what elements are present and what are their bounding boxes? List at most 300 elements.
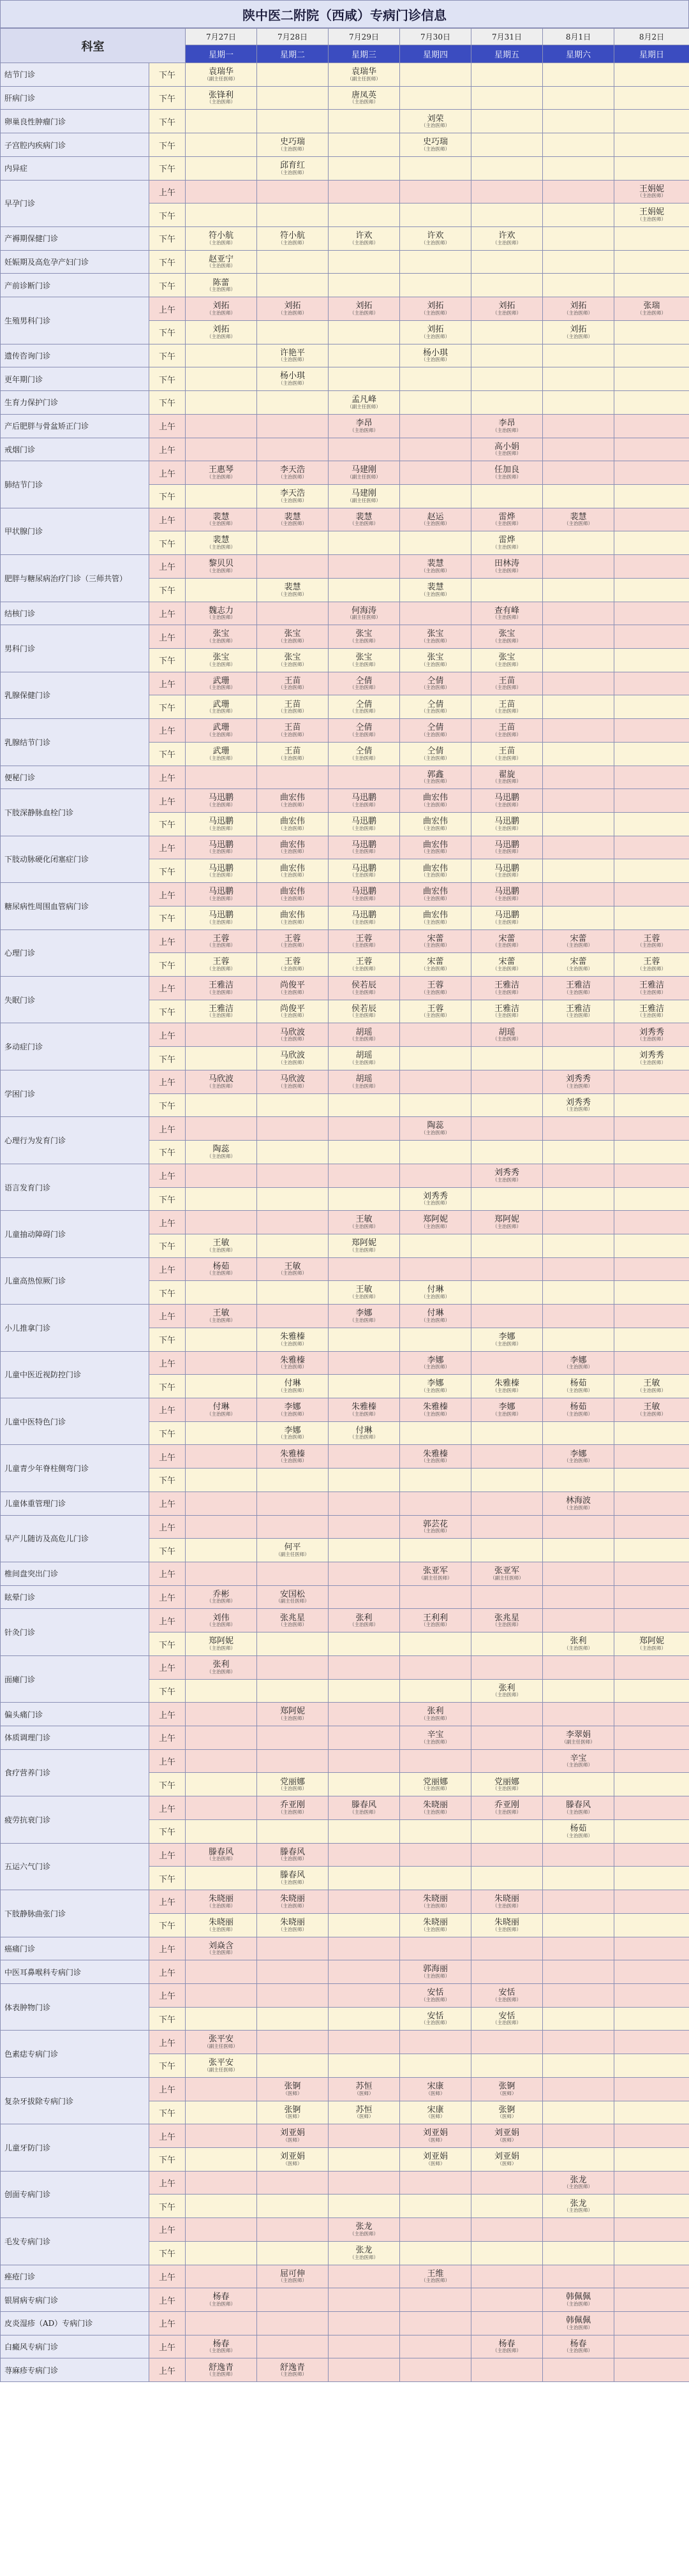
doctor-title: （主治医师） bbox=[493, 661, 521, 667]
doctor-name: 安恬 bbox=[427, 2011, 444, 2021]
schedule-cell bbox=[471, 1585, 543, 1609]
session-label: 下午 bbox=[149, 1047, 186, 1070]
doctor-title: （主治医师） bbox=[278, 1786, 307, 1792]
doctor-name: 马迅鹏 bbox=[351, 840, 376, 850]
schedule-cell bbox=[186, 766, 257, 789]
doctor-title: （主治医师） bbox=[278, 1715, 307, 1722]
schedule-cell bbox=[543, 929, 614, 953]
schedule-cell bbox=[186, 156, 257, 180]
doctor-name: 张宝 bbox=[498, 629, 515, 639]
schedule-cell bbox=[257, 1328, 329, 1351]
doctor-name: 袁瑞华 bbox=[351, 67, 376, 77]
schedule-cell bbox=[614, 1726, 689, 1750]
doctor-title: （主治医师） bbox=[278, 1364, 307, 1370]
schedule-cell bbox=[186, 110, 257, 133]
schedule-cell bbox=[329, 672, 400, 695]
schedule-cell bbox=[614, 2124, 689, 2148]
department-name: 心理行为发育门诊 bbox=[1, 1117, 149, 1164]
schedule-cell bbox=[471, 648, 543, 672]
schedule-cell bbox=[186, 1585, 257, 1609]
schedule-cell bbox=[257, 1445, 329, 1469]
schedule-cell bbox=[614, 2265, 689, 2288]
doctor-name: 付琳 bbox=[212, 1402, 230, 1412]
schedule-cell bbox=[471, 320, 543, 344]
session-label: 上午 bbox=[149, 2171, 186, 2195]
doctor-name: 魏志力 bbox=[208, 605, 233, 616]
schedule-cell bbox=[471, 1351, 543, 1375]
session-label: 上午 bbox=[149, 1164, 186, 1187]
doctor-title: （主治医师） bbox=[207, 989, 235, 995]
doctor-title: （主治医师） bbox=[637, 1645, 666, 1651]
doctor-name: 朱晓丽 bbox=[279, 1894, 305, 1904]
doctor-name: 史巧瑞 bbox=[422, 137, 448, 147]
doctor-name: 张利 bbox=[427, 1706, 444, 1717]
schedule-cell bbox=[471, 1937, 543, 1960]
doctor-name: 宋蕾 bbox=[570, 957, 587, 967]
schedule-cell bbox=[329, 2195, 400, 2218]
session-label: 上午 bbox=[149, 461, 186, 485]
schedule-cell bbox=[614, 1539, 689, 1562]
schedule-cell bbox=[614, 1632, 689, 1656]
doctor-name: 马迅鹏 bbox=[494, 910, 519, 920]
doctor-name: 杨春 bbox=[212, 2339, 230, 2349]
schedule-cell bbox=[471, 2007, 543, 2031]
doctor-title: （副主任医师） bbox=[204, 2043, 238, 2050]
department-name: 甲状腺门诊 bbox=[1, 508, 149, 554]
department-name: 儿童抽动障碍门诊 bbox=[1, 1211, 149, 1257]
doctor-title: （主治医师） bbox=[421, 708, 450, 714]
doctor-title: （副主任医师） bbox=[276, 1551, 309, 1558]
doctor-title: （主治医师） bbox=[350, 239, 378, 246]
schedule-cell bbox=[257, 391, 329, 415]
schedule-cell bbox=[471, 1117, 543, 1141]
schedule-cell bbox=[329, 2288, 400, 2312]
schedule-cell bbox=[329, 1726, 400, 1750]
session-label: 下午 bbox=[149, 227, 186, 251]
doctor-title: （主治医师） bbox=[278, 1926, 307, 1932]
doctor-name: 李娜 bbox=[427, 1379, 444, 1389]
schedule-cell bbox=[329, 578, 400, 602]
doctor-name: 王雅洁 bbox=[639, 981, 664, 991]
table-row bbox=[1, 250, 689, 274]
doctor-name: 史巧瑞 bbox=[279, 137, 305, 147]
doctor-name: 郑阿妮 bbox=[351, 1238, 376, 1248]
doctor-name: 刘拓 bbox=[498, 301, 515, 311]
schedule-cell bbox=[543, 1445, 614, 1469]
schedule-cell bbox=[614, 180, 689, 204]
schedule-cell bbox=[543, 602, 614, 625]
doctor-title: （主治医师） bbox=[421, 1458, 450, 1464]
schedule-cell bbox=[471, 977, 543, 1000]
doctor-title: （主治医师） bbox=[207, 473, 235, 480]
schedule-cell bbox=[400, 1913, 471, 1937]
schedule-cell bbox=[543, 227, 614, 251]
schedule-cell bbox=[543, 1093, 614, 1117]
session-label: 下午 bbox=[149, 531, 186, 555]
schedule-cell bbox=[257, 1609, 329, 1632]
schedule-cell bbox=[329, 1211, 400, 1234]
schedule-cell bbox=[471, 2288, 543, 2312]
schedule-cell bbox=[614, 274, 689, 297]
schedule-cell bbox=[329, 1515, 400, 1539]
doctor-name: 刘拓 bbox=[284, 301, 301, 311]
schedule-cell bbox=[471, 625, 543, 649]
schedule-cell bbox=[543, 1070, 614, 1093]
schedule-cell bbox=[186, 86, 257, 110]
doctor-title: （主治医师） bbox=[278, 895, 307, 901]
schedule-cell bbox=[257, 320, 329, 344]
schedule-cell bbox=[614, 1796, 689, 1820]
doctor-title: （主治医师） bbox=[493, 637, 521, 644]
table-row bbox=[1, 156, 689, 180]
schedule-cell bbox=[257, 414, 329, 438]
schedule-cell bbox=[257, 1983, 329, 2007]
schedule-cell bbox=[186, 1281, 257, 1305]
table-row bbox=[1, 1562, 689, 1586]
schedule-cell bbox=[543, 2124, 614, 2148]
session-label: 下午 bbox=[149, 1679, 186, 1703]
schedule-cell bbox=[400, 1328, 471, 1351]
doctor-name: 刘亚娟 bbox=[494, 2128, 519, 2138]
doctor-title: （主治医师） bbox=[207, 966, 235, 972]
session-label: 上午 bbox=[149, 1655, 186, 1679]
schedule-cell bbox=[543, 648, 614, 672]
session-label: 下午 bbox=[149, 1328, 186, 1351]
schedule-cell bbox=[329, 602, 400, 625]
schedule-cell bbox=[614, 1398, 689, 1421]
department-name: 银屑病专病门诊 bbox=[1, 2288, 149, 2312]
schedule-cell bbox=[329, 1375, 400, 1398]
schedule-cell bbox=[186, 320, 257, 344]
schedule-cell bbox=[543, 1023, 614, 1047]
schedule-cell bbox=[257, 133, 329, 157]
doctor-name: 屈可伸 bbox=[279, 2269, 305, 2279]
schedule-cell bbox=[400, 2288, 471, 2312]
doctor-title: （主治医师） bbox=[564, 521, 593, 527]
doctor-title: （主治医师） bbox=[564, 942, 593, 949]
schedule-cell bbox=[329, 813, 400, 836]
schedule-cell bbox=[186, 2288, 257, 2312]
schedule-cell bbox=[614, 1492, 689, 1515]
schedule-cell bbox=[186, 977, 257, 1000]
doctor-title: （主治医师） bbox=[207, 544, 235, 551]
schedule-cell bbox=[257, 274, 329, 297]
doctor-name: 尚俊平 bbox=[279, 1003, 305, 1014]
schedule-cell bbox=[614, 2031, 689, 2054]
doctor-name: 仝倩 bbox=[427, 746, 444, 756]
doctor-name: 马迅鹏 bbox=[208, 840, 233, 850]
doctor-name: 王敏 bbox=[212, 1308, 230, 1319]
session-label: 上午 bbox=[149, 2265, 186, 2288]
doctor-title: （主治医师） bbox=[207, 1153, 235, 1159]
schedule-cell bbox=[257, 110, 329, 133]
doctor-title: （主治医师） bbox=[564, 1083, 593, 1089]
doctor-title: （主治医师） bbox=[278, 1622, 307, 1628]
doctor-title: （主治医师） bbox=[493, 239, 521, 246]
department-name: 儿童中医近视防控门诊 bbox=[1, 1351, 149, 1398]
schedule-cell bbox=[543, 2288, 614, 2312]
doctor-name: 王蓉 bbox=[643, 957, 660, 967]
schedule-cell bbox=[186, 1000, 257, 1023]
schedule-cell bbox=[471, 2335, 543, 2358]
schedule-cell bbox=[543, 2265, 614, 2288]
doctor-name: 陶蕊 bbox=[212, 1144, 230, 1155]
schedule-cell bbox=[329, 1093, 400, 1117]
doctor-title: （主治医师） bbox=[278, 848, 307, 855]
schedule-cell bbox=[543, 766, 614, 789]
schedule-cell bbox=[329, 438, 400, 461]
schedule-cell bbox=[614, 250, 689, 274]
schedule-cell bbox=[400, 297, 471, 321]
schedule-cell bbox=[471, 1609, 543, 1632]
doctor-name: 陈蕾 bbox=[212, 278, 230, 288]
schedule-cell bbox=[614, 1141, 689, 1164]
doctor-title: （主治医师） bbox=[421, 357, 450, 363]
schedule-cell bbox=[543, 2195, 614, 2218]
schedule-cell bbox=[614, 438, 689, 461]
schedule-cell bbox=[186, 929, 257, 953]
doctor-title: （主治医师） bbox=[278, 966, 307, 972]
doctor-title: （主治医师） bbox=[350, 521, 378, 527]
doctor-title: （主治医师） bbox=[637, 193, 666, 199]
doctor-name: 李昂 bbox=[498, 418, 515, 428]
doctor-name: 马迅鹏 bbox=[351, 887, 376, 897]
schedule-cell bbox=[614, 156, 689, 180]
schedule-cell bbox=[257, 813, 329, 836]
schedule-cell bbox=[400, 836, 471, 859]
schedule-cell bbox=[543, 1609, 614, 1632]
table-row bbox=[1, 1843, 689, 1867]
schedule-cell bbox=[329, 1117, 400, 1141]
department-name: 早孕门诊 bbox=[1, 180, 149, 226]
session-label: 上午 bbox=[149, 883, 186, 907]
schedule-cell bbox=[543, 672, 614, 695]
doctor-name: 刘拓 bbox=[427, 325, 444, 334]
schedule-cell bbox=[614, 929, 689, 953]
doctor-title: （主治医师） bbox=[278, 1059, 307, 1065]
doctor-name: 王敏 bbox=[355, 1215, 373, 1225]
doctor-name: 裴慧 bbox=[570, 512, 587, 522]
department-name: 语言发育门诊 bbox=[1, 1164, 149, 1210]
schedule-cell bbox=[543, 1937, 614, 1960]
schedule-cell bbox=[329, 719, 400, 743]
doctor-name: 宋蕾 bbox=[570, 933, 587, 944]
schedule-cell bbox=[543, 578, 614, 602]
schedule-cell bbox=[186, 1773, 257, 1796]
department-name: 荨麻疹专病门诊 bbox=[1, 2358, 149, 2382]
schedule-cell bbox=[543, 1515, 614, 1539]
schedule-cell bbox=[329, 2241, 400, 2265]
schedule-cell bbox=[471, 1421, 543, 1445]
schedule-cell bbox=[257, 1703, 329, 1726]
department-name: 结核门诊 bbox=[1, 602, 149, 625]
department-name: 偏头痛门诊 bbox=[1, 1703, 149, 1726]
schedule-cell bbox=[257, 367, 329, 391]
schedule-cell bbox=[614, 1070, 689, 1093]
doctor-name: 张宝 bbox=[427, 629, 444, 639]
doctor-name: 刘拓 bbox=[427, 301, 444, 311]
schedule-cell bbox=[400, 789, 471, 813]
doctor-title: （主治医师） bbox=[564, 1458, 593, 1464]
schedule-cell bbox=[257, 695, 329, 719]
schedule-cell bbox=[543, 1562, 614, 1586]
doctor-name: 郑阿妮 bbox=[494, 1215, 519, 1225]
schedule-cell bbox=[257, 461, 329, 485]
schedule-cell bbox=[257, 180, 329, 204]
table-row bbox=[1, 2265, 689, 2288]
schedule-cell bbox=[186, 438, 257, 461]
schedule-cell bbox=[471, 742, 543, 766]
doctor-title: （主治医师） bbox=[207, 2371, 235, 2378]
doctor-name: 宋蕾 bbox=[427, 933, 444, 944]
department-name: 体质调理门诊 bbox=[1, 1726, 149, 1750]
doctor-title: （主治医师） bbox=[278, 942, 307, 949]
doctor-title: （主治医师） bbox=[207, 637, 235, 644]
doctor-title: （主治医师） bbox=[278, 755, 307, 761]
table-row bbox=[1, 1164, 689, 1187]
schedule-cell bbox=[186, 813, 257, 836]
doctor-title: （主治医师） bbox=[207, 919, 235, 925]
doctor-name: 张锕 bbox=[284, 2105, 301, 2115]
schedule-cell bbox=[400, 2358, 471, 2382]
schedule-cell bbox=[543, 1421, 614, 1445]
session-label: 上午 bbox=[149, 2031, 186, 2054]
doctor-title: （主治医师） bbox=[493, 755, 521, 761]
schedule-cell bbox=[614, 2101, 689, 2124]
doctor-name: 杨茹 bbox=[570, 1379, 587, 1389]
schedule-cell bbox=[186, 859, 257, 883]
schedule-cell bbox=[471, 63, 543, 87]
schedule-cell bbox=[186, 1539, 257, 1562]
schedule-cell bbox=[257, 1375, 329, 1398]
session-label: 上午 bbox=[149, 1749, 186, 1773]
schedule-cell bbox=[257, 789, 329, 813]
doctor-name: 杨春 bbox=[212, 2292, 230, 2302]
schedule-cell bbox=[614, 2312, 689, 2335]
schedule-cell bbox=[329, 742, 400, 766]
schedule-cell bbox=[186, 297, 257, 321]
schedule-cell bbox=[257, 1960, 329, 1984]
schedule-cell bbox=[543, 1796, 614, 1820]
schedule-cell bbox=[471, 1281, 543, 1305]
doctor-title: （主治医师） bbox=[350, 1809, 378, 1815]
schedule-cell bbox=[186, 1749, 257, 1773]
doctor-name: 仝倩 bbox=[427, 676, 444, 686]
schedule-cell bbox=[257, 1164, 329, 1187]
schedule-cell bbox=[471, 438, 543, 461]
department-name: 椎间盘突出门诊 bbox=[1, 1562, 149, 1586]
session-label: 上午 bbox=[149, 1960, 186, 1984]
doctor-name: 付琳 bbox=[427, 1308, 444, 1319]
table-row bbox=[1, 63, 689, 87]
doctor-name: 黎贝贝 bbox=[208, 559, 233, 569]
session-label: 上午 bbox=[149, 1843, 186, 1867]
schedule-cell bbox=[186, 2195, 257, 2218]
schedule-cell bbox=[614, 1983, 689, 2007]
department-name: 中医耳鼻喉科专病门诊 bbox=[1, 1960, 149, 1984]
session-label: 下午 bbox=[149, 2241, 186, 2265]
doctor-title: （主治医师） bbox=[421, 567, 450, 574]
schedule-cell bbox=[400, 1093, 471, 1117]
schedule-cell bbox=[329, 906, 400, 929]
table-row bbox=[1, 274, 689, 297]
doctor-name: 高小娟 bbox=[494, 441, 519, 452]
doctor-name: 仝倩 bbox=[355, 746, 373, 756]
table-row bbox=[1, 1890, 689, 1914]
schedule-cell bbox=[400, 110, 471, 133]
doctor-name: 舒逸青 bbox=[208, 2362, 233, 2372]
doctor-title: （主治医师） bbox=[278, 685, 307, 691]
doctor-title: （主治医师） bbox=[278, 1083, 307, 1089]
schedule-cell bbox=[614, 1211, 689, 1234]
schedule-cell bbox=[614, 2077, 689, 2101]
schedule-cell bbox=[329, 367, 400, 391]
doctor-title: （主治医师） bbox=[564, 1809, 593, 1815]
schedule-cell bbox=[257, 1047, 329, 1070]
schedule-cell bbox=[614, 672, 689, 695]
schedule-cell bbox=[329, 63, 400, 87]
schedule-cell bbox=[257, 1819, 329, 1843]
doctor-name: 刘亚娟 bbox=[494, 2152, 519, 2162]
session-label: 下午 bbox=[149, 110, 186, 133]
schedule-cell bbox=[614, 555, 689, 579]
doctor-name: 王娟妮 bbox=[639, 184, 664, 194]
doctor-title: （主治医师） bbox=[207, 286, 235, 293]
doctor-name: 马迅鹏 bbox=[208, 863, 233, 873]
doctor-name: 韩佩佩 bbox=[565, 2292, 591, 2302]
doctor-name: 曲宏伟 bbox=[279, 817, 305, 827]
schedule-cell bbox=[257, 156, 329, 180]
schedule-cell bbox=[471, 2312, 543, 2335]
department-name: 更年期门诊 bbox=[1, 367, 149, 391]
schedule-cell bbox=[257, 1023, 329, 1047]
doctor-name: 张宝 bbox=[284, 653, 301, 663]
doctor-name: 武珊 bbox=[212, 746, 230, 756]
schedule-cell bbox=[400, 1679, 471, 1703]
doctor-title: （主治医师） bbox=[421, 731, 450, 737]
doctor-title: （主治医师） bbox=[207, 309, 235, 316]
session-label: 下午 bbox=[149, 1867, 186, 1890]
doctor-title: （主治医师） bbox=[493, 521, 521, 527]
table-row bbox=[1, 1492, 689, 1515]
department-name: 遗传咨询门诊 bbox=[1, 344, 149, 367]
schedule-cell bbox=[614, 578, 689, 602]
doctor-title: （主治医师） bbox=[421, 2277, 450, 2284]
doctor-name: 李娜 bbox=[427, 1355, 444, 1365]
doctor-title: （主治医师） bbox=[207, 731, 235, 737]
doctor-title: （主治医师） bbox=[564, 1504, 593, 1511]
schedule-cell bbox=[614, 1047, 689, 1070]
schedule-cell bbox=[329, 1679, 400, 1703]
schedule-cell bbox=[543, 883, 614, 907]
doctor-title: （主治医师） bbox=[278, 872, 307, 878]
doctor-name: 马迅鹏 bbox=[494, 793, 519, 803]
schedule-cell bbox=[329, 1937, 400, 1960]
session-label: 上午 bbox=[149, 625, 186, 649]
doctor-title: （主治医师） bbox=[350, 802, 378, 808]
doctor-title: （主治医师） bbox=[278, 825, 307, 831]
doctor-name: 朱晓丽 bbox=[494, 1894, 519, 1904]
doctor-title: （主治医师） bbox=[421, 966, 450, 972]
schedule-cell bbox=[329, 344, 400, 367]
doctor-title: （医师） bbox=[497, 2136, 517, 2143]
session-label: 上午 bbox=[149, 929, 186, 953]
date-header: 7月31日 bbox=[471, 29, 543, 45]
schedule-cell bbox=[543, 1655, 614, 1679]
department-name: 针灸门诊 bbox=[1, 1609, 149, 1655]
schedule-cell bbox=[400, 414, 471, 438]
date-header: 7月29日 bbox=[329, 29, 400, 45]
